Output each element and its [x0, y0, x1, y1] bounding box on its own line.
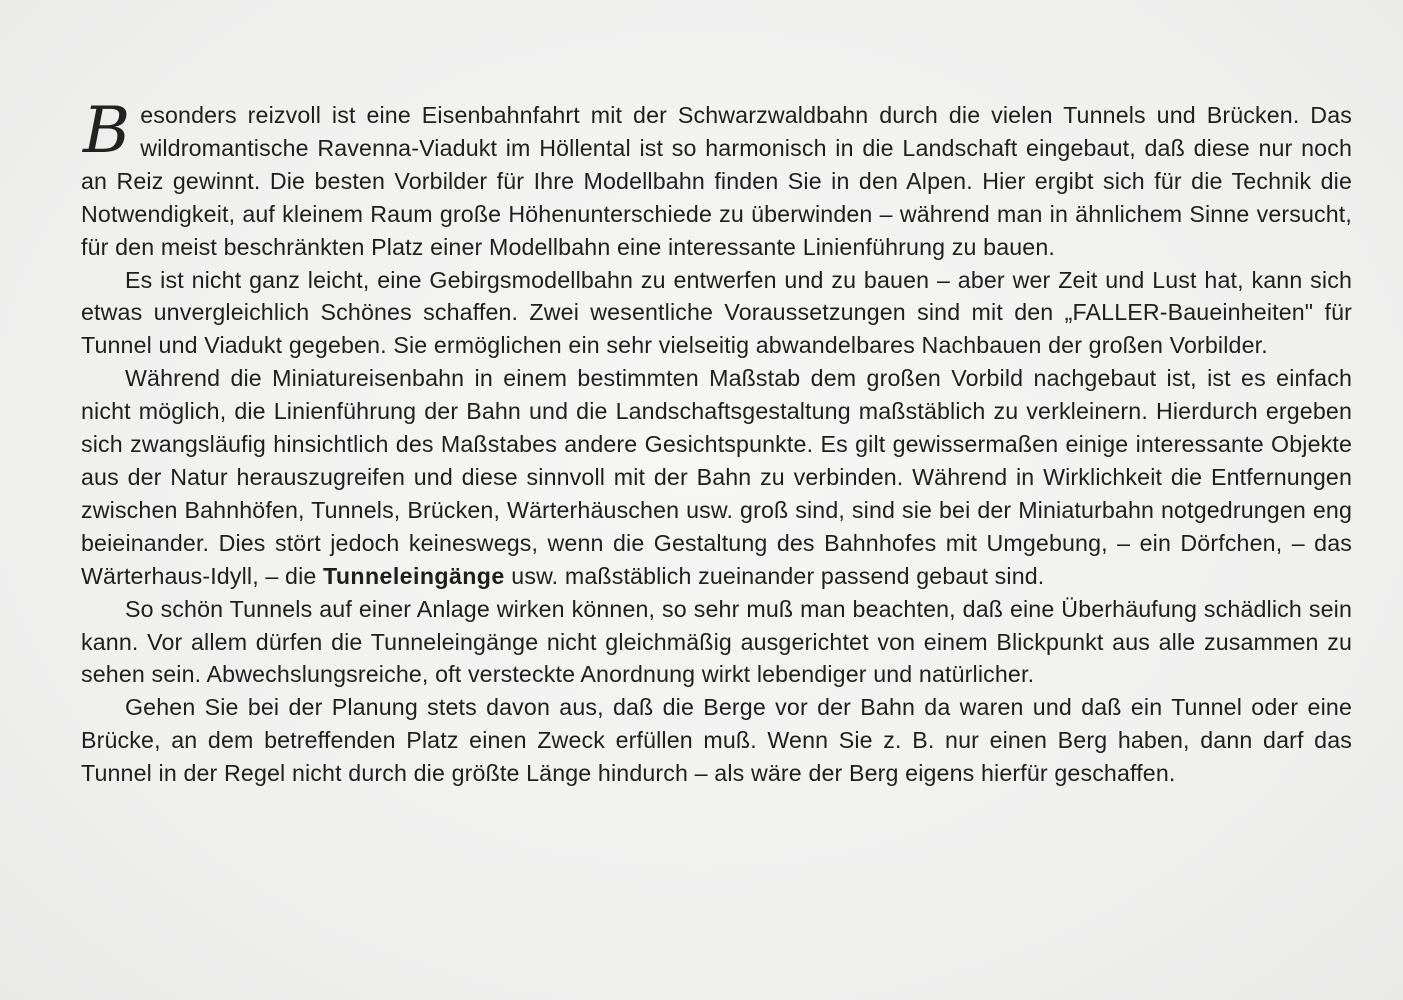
paragraph-4: So schön Tunnels auf einer Anlage wirken können, so sehr muß man beachten, daß eine Überhäufung schädlich sein kann. Vor allem dürfen die Tunneleingänge nicht gleichmäßig ausgerichtet von einem Blickpunkt aus alle zusammen zu sehen sein. Abwechslungsreiche, oft versteckte Anordnung wirkt lebendiger und natürlicher.: [81, 595, 1352, 688]
article-body: [81, 94, 1352, 790]
emphasized-term: Tunneleingänge: [323, 562, 505, 589]
paragraph-3-text-end: usw. maßstäblich zueinander passend gebaut sind.: [504, 562, 1045, 589]
paragraph-1: [81, 94, 1352, 264]
paragraph-1-text: esonders reizvoll ist eine Eisenbahnfahrt mit der Schwarzwaldbahn durch die vielen Tunnels und Brücken. Das wildromantische Ravenna-Viadukt im Höllental ist so harmonisch in die Landschaft eingebaut, daß diese nur noch an Reiz gewinnt. Die besten Vorbilder für Ihre Modellbahn finden Sie in den Alpen. Hier ergibt sich für die Technik die Notwendigkeit, auf kleinem Raum große Höhenunterschiede zu überwinden – während man in ähnlichem Sinne versucht, für den meist beschränkten Platz einer Modellbahn eine interessante Linienführung zu bauen.: [81, 102, 1352, 260]
paragraph-2: Es ist nicht ganz leicht, eine Gebirgsmodellbahn zu entwerfen und zu bauen – aber wer Zeit und Lust hat, kann sich etwas unvergleichlich Schönes schaffen. Zwei wesentliche Voraussetzungen sind mit den „FALLER-Baueinheiten" für Tunnel und Viadukt gegeben. Sie ermöglichen ein sehr vielseitig abwandelbares Nachbauen der großen Vorbilder.: [81, 266, 1352, 359]
paragraph-3: [81, 362, 1352, 592]
paragraph-3-text-start: Während die Miniatureisenbahn in einem bestimmten Maßstab dem großen Vorbild nachgebaut ist, ist es einfach nicht möglich, die Linienführung der Bahn und die Landschaftsgestaltung maßstäblich zu verkleinern. Hierdurch ergeben sich zwangsläufig hinsichtlich des Maßstabes andere Gesichtspunkte. Es gilt gewissermaßen einige interessante Objekte aus der Natur herauszugreifen und diese sinnvoll mit der Bahn zu verbinden. Während in Wirklichkeit die Entfernungen zwischen Bahnhöfen, Tunnels, Brücken, Wärterhäuschen usw. groß sind, sind sie bei der Miniaturbahn notgedrungen eng beieinander. Dies stört jedoch keineswegs, wenn die Gestaltung des Bahnhofes mit Umgebung, – ein Dörfchen, – das Wärterhaus-Idyll, – die: [81, 365, 1352, 589]
paragraph-5: Gehen Sie bei der Planung stets davon aus, daß die Berge vor der Bahn da waren und daß ein Tunnel oder eine Brücke, an dem betreffenden Platz einen Zweck erfüllen muß. Wenn Sie z. B. nur einen Berg haben, dann darf das Tunnel in der Regel nicht durch die größte Länge hindurch – als wäre der Berg eigens hierfür geschaffen.: [81, 694, 1352, 787]
drop-cap: B: [83, 94, 131, 168]
